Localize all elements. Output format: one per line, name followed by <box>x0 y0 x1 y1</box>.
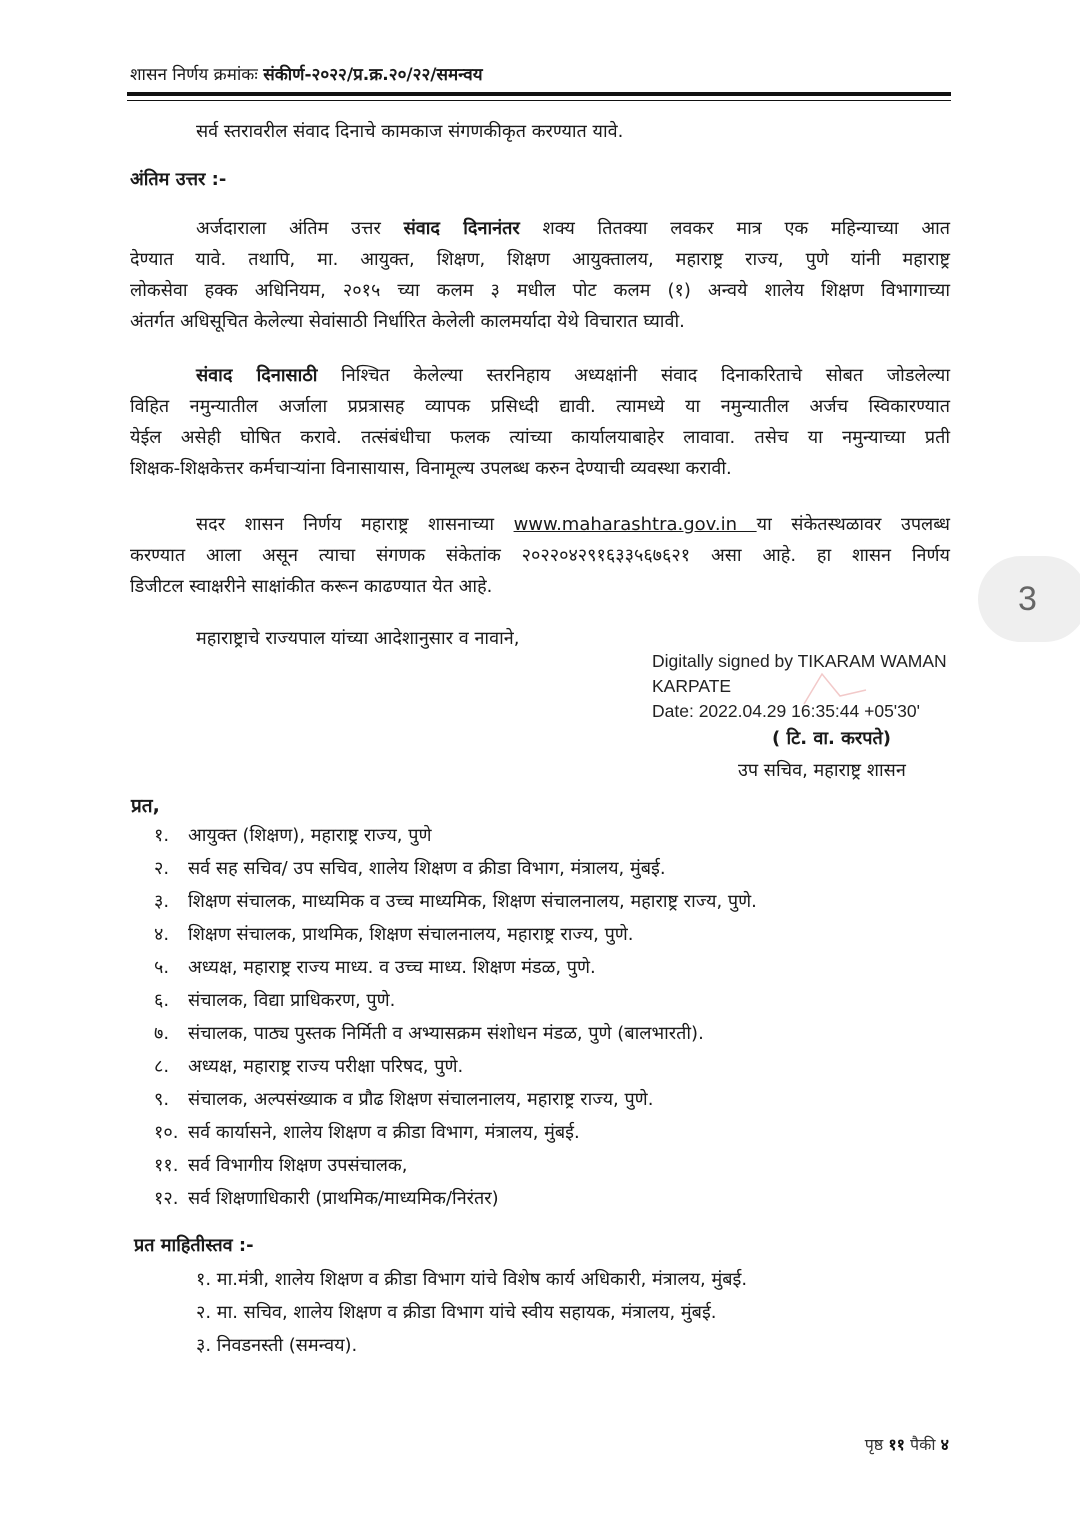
info-copy-item: ३. निवडनस्ती (समन्वय). <box>196 1335 358 1356</box>
final-answer-bold: संवाद दिनानंतर <box>403 218 520 239</box>
copies-list <box>154 819 757 1215</box>
copy-list-item <box>154 885 757 918</box>
document-header <box>130 62 483 85</box>
copy-item-text: आयुक्त (शिक्षण), महाराष्ट्र राज्य, पुणे <box>188 825 432 846</box>
copy-item-number: ५. <box>154 957 170 978</box>
copy-item-number: १०. <box>154 1122 179 1143</box>
website-link[interactable]: www.maharashtra.gov.in <box>513 514 757 535</box>
samvad-line-1 <box>130 360 950 391</box>
gr-number: संकीर्ण-२०२२/प्र.क्र.२०/२२/समन्वय <box>263 65 483 85</box>
website-line-3: डिजीटल स्वाक्षरीने साक्षांकीत करून काढण्यात येत आहे. <box>130 576 493 597</box>
footer-prefix: पृष्ठ <box>864 1435 889 1454</box>
copy-item-number: ४. <box>154 924 170 945</box>
final-answer-line-4: अंतर्गत अधिसूचित केलेल्या सेवांसाठी निर्धारित केलेली कालमर्यादा येथे विचारात घ्यावी. <box>130 311 685 332</box>
copy-item-number: १. <box>154 825 170 846</box>
intro-line: सर्व स्तरावरील संवाद दिनाचे कामकाज संगणकीकृत करण्यात यावे. <box>196 121 624 142</box>
signature-line-1: Digitally signed by TIKARAM WAMAN <box>652 651 947 671</box>
copies-heading: प्रत, <box>131 795 160 817</box>
header-prefix: शासन निर्णय क्रमांकः <box>130 65 264 85</box>
copy-list-item <box>154 852 757 885</box>
info-copies-heading: प्रत माहितीस्तव :- <box>134 1235 254 1256</box>
website-line-2: करण्यात आला असून त्याचा संगणक संकेतांक २०२२०४२९१६३३५६७६२१ असा आहे. हा शासन निर्णय <box>130 545 950 566</box>
copy-item-text: सर्व सह सचिव/ उप सचिव, शालेय शिक्षण व क्रीडा विभाग, मंत्रालय, मुंबई. <box>188 858 666 879</box>
copy-list-item <box>154 984 757 1017</box>
samvad-line-4: शिक्षक-शिक्षकेत्तर कर्मचाऱ्यांना विनासायास, विनामूल्य उपलब्ध करुन देण्याची व्यवस्था करावी. <box>130 458 732 479</box>
copy-list-item <box>154 1116 757 1149</box>
website-rest: या संकेतस्थळावर उपलब्ध <box>756 514 950 535</box>
page-footer <box>865 1433 949 1455</box>
final-answer-line-3: लोकसेवा हक्क अधिनियम, २०१५ च्या कलम ३ मधील पोट कलम (१) अन्वये शालेय शिक्षण विभागाच्या <box>130 280 950 301</box>
copy-item-number: २. <box>154 858 170 879</box>
signature-line-2: KARPATE <box>652 676 732 696</box>
final-answer-line-2: देण्यात यावे. तथापि, मा. आयुक्त, शिक्षण, शिक्षण आयुक्तालय, महाराष्ट्र राज्य, पुणे यांनी महाराष्ट्र <box>130 249 950 270</box>
copy-list-item <box>154 819 757 852</box>
header-rule-thick <box>127 92 951 96</box>
signature-date: Date: 2022.04.29 16:35:44 +05'30' <box>652 701 920 721</box>
copy-list-item <box>154 951 757 984</box>
copy-list-item <box>154 1182 757 1215</box>
signatory-name: ( टि. वा. करपते) <box>772 728 892 749</box>
samvad-line-2: विहित नमुन्यातील अर्जाला प्रप्रत्रासह व्यापक प्रसिध्दी द्यावी. त्यामध्ये या नमुन्यातील अर्जच स्विकारण्यात <box>130 396 950 417</box>
signature-check-mark <box>800 668 870 708</box>
samvad-line-3: येईल असेही घोषित करावे. तत्संबंधीचा फलक त्यांच्या कार्यालयाबाहेर लावावा. तसेच या नमुन्याच्या प्रती <box>130 427 950 448</box>
copy-item-number: ६. <box>154 990 170 1011</box>
final-answer-lead: अर्जदाराला अंतिम उत्तर <box>196 218 404 239</box>
copy-item-number: ११. <box>154 1155 179 1176</box>
copy-item-number: ७. <box>154 1023 170 1044</box>
footer-mid: पैकी <box>904 1435 941 1454</box>
copy-item-text: संचालक, पाठ्य पुस्तक निर्मिती व अभ्यासक्रम संशोधन मंडळ, पुणे (बालभारती). <box>188 1023 704 1044</box>
copy-list-item <box>154 1149 757 1182</box>
copy-item-number: ८. <box>154 1056 170 1077</box>
copy-item-text: सर्व विभागीय शिक्षण उपसंचालक, <box>188 1155 408 1176</box>
page-indicator-tab[interactable]: 3 <box>978 556 1080 642</box>
website-line-1 <box>130 509 950 540</box>
final-answer-paragraph <box>130 213 950 337</box>
footer-total: ४ <box>940 1435 949 1454</box>
samvad-paragraph <box>130 360 950 484</box>
website-lead: सदर शासन निर्णय महाराष्ट्र शासनाच्या <box>196 514 514 535</box>
copy-item-number: ३. <box>154 891 170 912</box>
copy-item-text: संचालक, अल्पसंख्याक व प्रौढ शिक्षण संचालनालय, महाराष्ट्र राज्य, पुणे. <box>188 1089 654 1110</box>
copy-item-text: सर्व कार्यासने, शालेय शिक्षण व क्रीडा विभाग, मंत्रालय, मुंबई. <box>188 1122 580 1143</box>
copy-item-text: अध्यक्ष, महाराष्ट्र राज्य माध्य. व उच्च माध्य. शिक्षण मंडळ, पुणे. <box>188 957 596 978</box>
header-rule-thin <box>127 100 951 101</box>
final-answer-line-1 <box>130 213 950 244</box>
final-answer-heading: अंतिम उत्तर :- <box>130 169 227 190</box>
governor-line: महाराष्ट्राचे राज्यपाल यांच्या आदेशानुसार व नावाने, <box>196 628 520 649</box>
copy-item-text: संचालक, विद्या प्राधिकरण, पुणे. <box>188 990 396 1011</box>
copy-list-item <box>154 918 757 951</box>
copy-item-number: ९. <box>154 1089 170 1110</box>
copy-list-item <box>154 1083 757 1116</box>
signatory-designation: उप सचिव, महाराष्ट्र शासन <box>738 760 906 781</box>
info-copy-item: १. मा.मंत्री, शालेय शिक्षण व क्रीडा विभाग यांचे विशेष कार्य अधिकारी, मंत्रालय, मुंबई. <box>196 1269 748 1290</box>
copy-list-item <box>154 1050 757 1083</box>
copy-item-number: १२. <box>154 1188 179 1209</box>
info-copies-list <box>196 1263 747 1362</box>
copy-list-item <box>154 1017 757 1050</box>
website-paragraph <box>130 509 950 602</box>
final-answer-rest: शक्य तितक्या लवकर मात्र एक महिन्याच्या आत <box>519 218 950 239</box>
footer-page: ११ <box>888 1435 905 1454</box>
info-copy-item: २. मा. सचिव, शालेय शिक्षण व क्रीडा विभाग यांचे स्वीय सहायक, मंत्रालय, मुंबई. <box>196 1302 717 1323</box>
copy-item-text: सर्व शिक्षणाधिकारी (प्राथमिक/माध्यमिक/निरंतर) <box>188 1188 499 1209</box>
samvad-rest: निश्चित केलेल्या स्तरनिहाय अध्यक्षांनी संवाद दिनाकरिताचे सोबत जोडलेल्या <box>317 365 951 386</box>
copy-item-text: शिक्षण संचालक, प्राथमिक, शिक्षण संचालनालय, महाराष्ट्र राज्य, पुणे. <box>188 924 634 945</box>
copy-item-text: शिक्षण संचालक, माध्यमिक व उच्च माध्यमिक, शिक्षण संचालनालय, महाराष्ट्र राज्य, पुणे. <box>188 891 757 912</box>
samvad-bold: संवाद दिनासाठी <box>196 365 318 386</box>
copy-item-text: अध्यक्ष, महाराष्ट्र राज्य परीक्षा परिषद, पुणे. <box>188 1056 464 1077</box>
